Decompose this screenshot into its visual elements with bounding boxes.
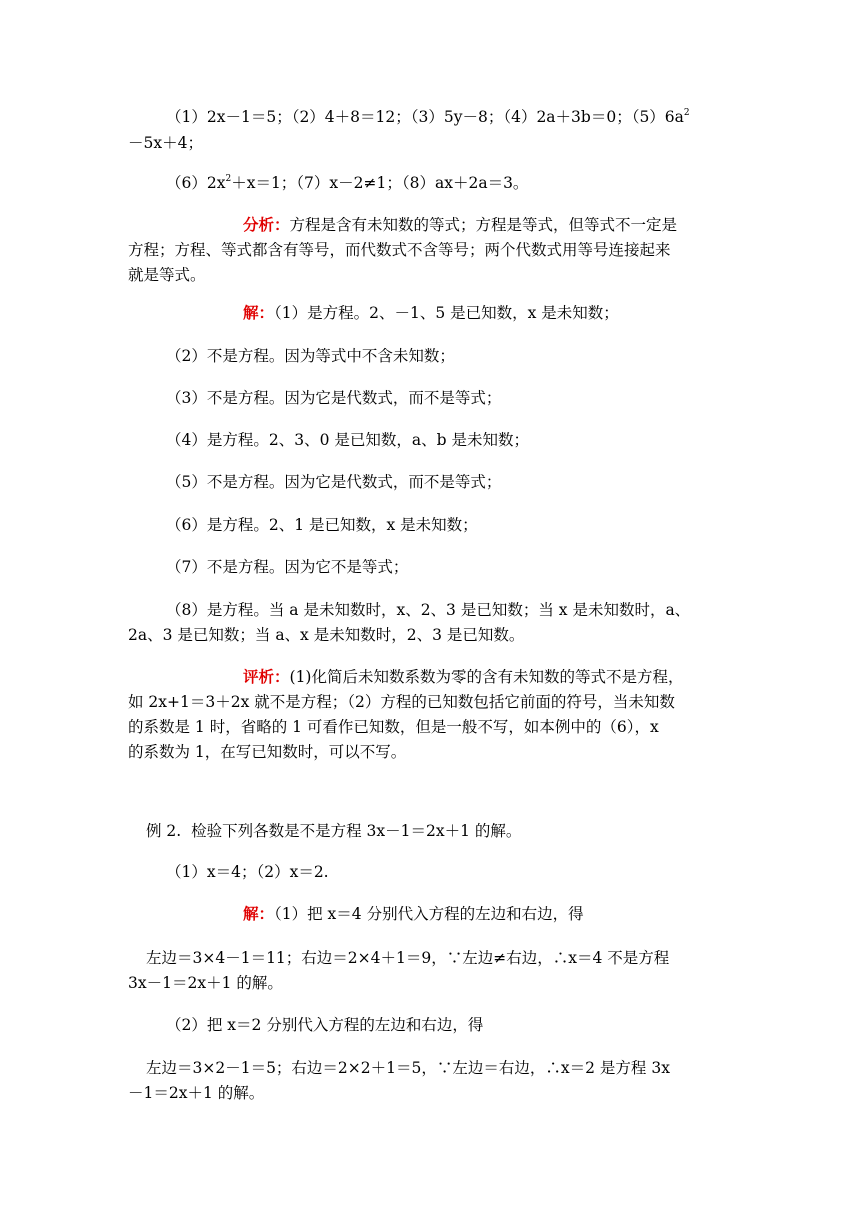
superscript: 2 [683, 108, 690, 118]
solution-line: （4）是方程。2、3、0 是已知数，a、b 是未知数； [166, 431, 529, 449]
solution-label: 解： [243, 303, 275, 322]
solution-label: 解： [243, 904, 275, 923]
calculation-line: 左边＝3×4－1＝11；右边＝2×4＋1＝9，∵左边≠右边，∴x＝4 不是方程 [146, 949, 670, 967]
solution-line: （3）不是方程。因为它是代数式，而不是等式； [166, 389, 502, 407]
solution-line: 解：（1）把 x＝4 分别代入方程的左边和右边，得 [243, 904, 584, 923]
calculation-line: 3x－1＝2x＋1 的解。 [128, 974, 283, 992]
analysis-label: 分析： [243, 215, 290, 234]
exercise-line: －5x＋4； [128, 134, 203, 152]
exercise-line: （1）2x－1＝5；（2）4＋8＝12；（3）5y－8；（4）2a＋3b＝0；$(5)6a^2$ [166, 108, 690, 126]
solution-line: （8）是方程。当 a 是未知数时，x、2、3 是已知数；当 x 是未知数时，a、 [166, 601, 691, 619]
solution-line: 解：（1）是方程。2、－1、5 是已知数，x 是未知数； [243, 303, 619, 322]
calculation-line: －1＝2x＋1 的解。 [128, 1084, 265, 1102]
solution-line: （7）不是方程。因为它不是等式； [166, 558, 409, 576]
comment-line: 的系数为 1，在写已知数时，可以不写。 [128, 743, 407, 761]
exercise-line: $(6)2x^2+x=1$；（7）x－2≠1；（8）ax＋2a＝3。 [166, 174, 529, 192]
solution-line: （2）不是方程。因为等式中不含未知数； [166, 347, 455, 365]
comment-paragraph: 评析：(1)化简后未知数系数为零的含有未知数的等式不是方程， [243, 667, 684, 686]
analysis-line: 就是等式。 [128, 266, 206, 284]
solution-line: （6）是方程。2、1 是已知数，x 是未知数； [166, 516, 478, 534]
analysis-line: 方程；方程、等式都含有等号，而代数式不含等号；两个代数式用等号连接起来 [128, 241, 671, 259]
superscript: 2 [225, 174, 232, 184]
solution-line: 2a、3 是已知数；当 a、x 是未知数时，2、3 是已知数。 [128, 626, 525, 644]
comment-line: 如 2x+1＝3＋2x 就不是方程；（2）方程的已知数包括它前面的符号，当未知数 [128, 693, 675, 711]
example-title: 例 2. 检验下列各数是不是方程 3x－1＝2x＋1 的解。 [146, 822, 522, 840]
calculation-line: 左边＝3×2－1＝5；右边＝2×2＋1＝5，∵左边＝右边，∴x＝2 是方程 3x [146, 1059, 670, 1077]
solution-line: （5）不是方程。因为它是代数式，而不是等式； [166, 473, 502, 491]
comment-label: 评析： [243, 667, 290, 686]
solution-line: （2）把 x＝2 分别代入方程的左边和右边，得 [166, 1016, 484, 1034]
comment-line: 的系数是 1 时，省略的 1 可看作已知数，但是一般不写，如本例中的（6），x [128, 718, 659, 736]
example-items: （1）x＝4；（2）x＝2. [166, 863, 329, 881]
analysis-paragraph: 分析：方程是含有未知数的等式；方程是等式，但等式不一定是 [243, 215, 678, 234]
